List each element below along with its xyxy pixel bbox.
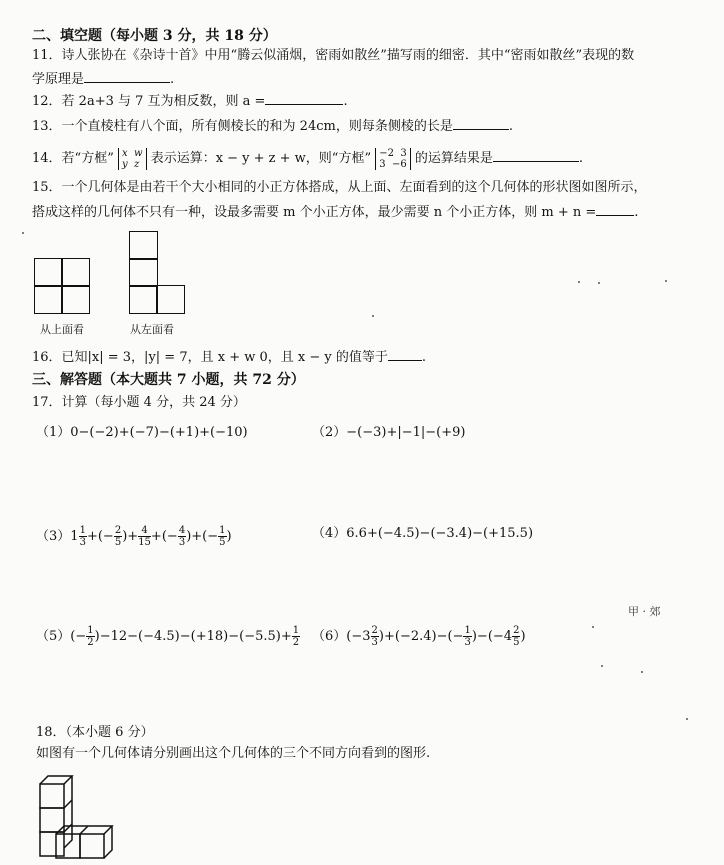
q17-part-4: （4）6.6+(−4.5)−(−3.4)−(+15.5)	[312, 526, 534, 541]
scan-speck	[22, 232, 24, 234]
q14: 14．若“方框” x w y z 表示运算：x − y + z + w，则“方框” −2 3 3 −6 的运算结果是 .	[32, 147, 584, 170]
q15-line1: 15．一个几何体是由若干个大小相同的小正方体搭成，从上面、左面看到的这个几何体的形状图如图所示，	[32, 180, 647, 195]
q12-answer-blank[interactable]	[265, 92, 343, 105]
q16-answer-blank[interactable]	[388, 348, 422, 361]
scan-speck	[665, 280, 667, 282]
left-view-cell	[129, 231, 158, 260]
q17-title: 17．计算（每小题 4 分，共 24 分）	[32, 395, 246, 410]
q18-cube-figure	[36, 768, 136, 864]
q16: 16．已知|x| = 3，|y| = 7，且 x + w 0，且 x − y 的值等于 .	[32, 350, 426, 365]
section-3-heading: 三、解答题（本大题共 7 小题，共 72 分）	[32, 372, 305, 388]
top-view-cell	[34, 285, 63, 314]
margin-note: 甲 · 郊	[628, 605, 661, 618]
left-view-cell	[156, 285, 185, 314]
q11-text: 学原理是	[32, 72, 85, 87]
q14-matrix-1: x w y z	[118, 148, 147, 170]
scan-speck	[641, 671, 643, 673]
top-view-cell	[34, 258, 63, 287]
scan-speck	[578, 281, 580, 283]
q14-answer-blank[interactable]	[493, 149, 579, 162]
left-view-cell	[129, 285, 158, 314]
q12-text: 12．若 2a+3 与 7 互为相反数，则 a =	[32, 94, 266, 109]
q17-part-1: （1）0−(−2)+(−7)−(+1)+(−10)	[36, 425, 248, 440]
scan-speck	[592, 626, 594, 628]
left-view-cell	[129, 258, 158, 287]
scan-speck	[686, 718, 688, 720]
q11-answer-blank[interactable]	[84, 70, 170, 83]
q13-text: 13．一个直棱柱有八个面，所有侧棱长的和为 24cm，则每条侧棱的长是	[32, 119, 453, 134]
q15-line2: 搭成这样的几何体不只有一种，设最多需要 m 个小正方体，最少需要 n 个小正方体，则 m + n = .	[32, 205, 639, 220]
q15-text: 搭成这样的几何体不只有一种，设最多需要 m 个小正方体，最少需要 n 个小正方体，则 m + n =	[32, 205, 597, 220]
q13: 13．一个直棱柱有八个面，所有侧棱长的和为 24cm，则每条侧棱的长是 .	[32, 119, 513, 134]
q17-part-5: （5）(− $\frac{1}{2}$ )−12−(−4.5)−(+18)−(−5.5)+ $\frac{1}{2}$	[36, 625, 300, 648]
q12: 12．若 2a+3 与 7 互为相反数，则 a = .	[32, 94, 348, 109]
q17-part-6: （6）(−3 $\frac{2}{3}$ )+(−2.4)−(− $\frac{1}{3}$ )−(−4 $\frac{2}{5}$ )	[312, 625, 526, 648]
top-view-cell	[61, 285, 90, 314]
q17-part-3: （3）1 $\frac{1}{3}$ +(− $\frac{2}{5}$ )+ $\frac{4}{15}$ +(− $\frac{4}{3}$ )+(− $\frac{1}{5}$ )	[36, 525, 232, 548]
q15-answer-blank[interactable]	[596, 203, 634, 216]
left-view-caption: 从左面看	[130, 323, 174, 336]
q16-text: 16．已知|x| = 3，|y| = 7，且 x + w 0，且 x − y 的值等于	[32, 350, 388, 365]
q13-answer-blank[interactable]	[453, 117, 509, 130]
top-view-cell	[61, 258, 90, 287]
top-view-caption: 从上面看	[40, 323, 84, 336]
q14-matrix-2: −2 3 3 −6	[375, 148, 410, 170]
scan-speck	[601, 665, 603, 667]
q11-line2: 学原理是 .	[32, 72, 175, 87]
scan-speck	[598, 282, 600, 284]
q17-part-2: （2）−(−3)+|−1|−(+9)	[312, 425, 466, 440]
section-2-heading: 二、填空题（每小题 3 分，共 18 分）	[32, 28, 277, 44]
q11-line1: 11．诗人张协在《杂诗十首》中用“腾云似涌烟，密雨如散丝”描写雨的细密．其中“密雨如散丝”表现的数	[32, 48, 635, 63]
q18-title: 18．（本小题 6 分）	[36, 725, 154, 740]
scan-speck	[372, 315, 374, 317]
q18-text: 如图有一个几何体请分别画出这个几何体的三个不同方向看到的图形.	[36, 746, 431, 761]
